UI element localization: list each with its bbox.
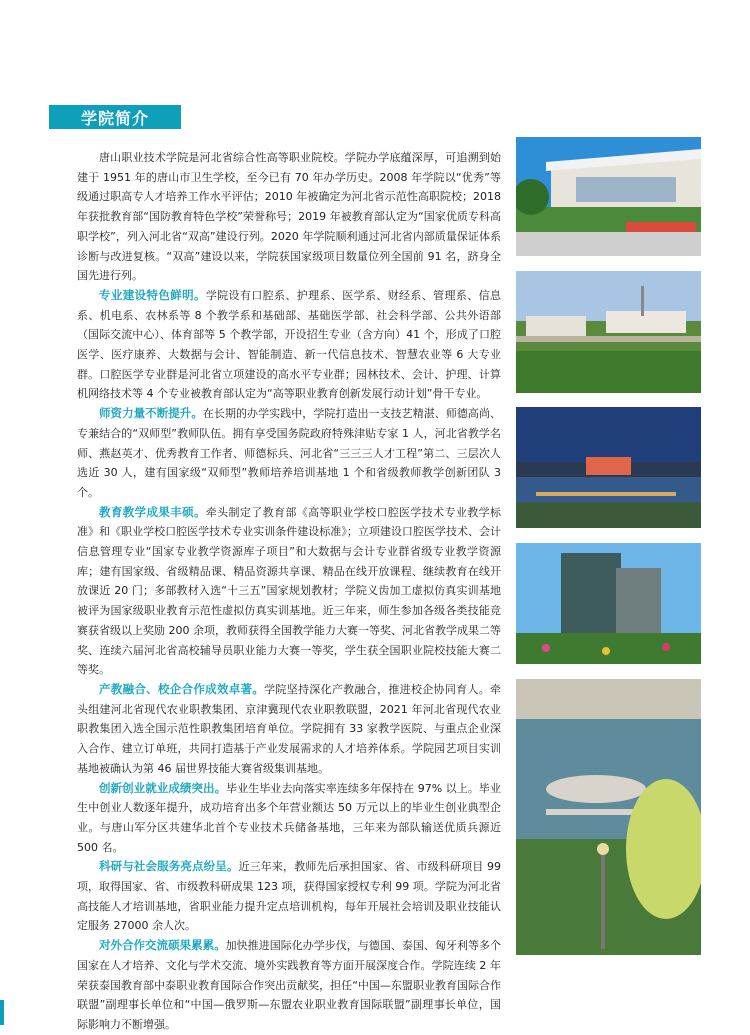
paragraph-lead: 产教融合、校企合作成效卓著。 xyxy=(99,681,265,696)
paragraph xyxy=(77,503,501,680)
paragraph-body: 唐山职业技术学院是河北省综合性高等职业院校。学院办学底蕴深厚，可追溯到始建于 1951 年的唐山市卫生学校，至今已有 70 年办学历史。2008 年学院以“优秀”等级通过职高专人才培养工作水平评估；2010 年被确定为河北省示范性高职院校；2018 年获批教育部“国防教育特色学校”荣誉称号；2019 年被教育部认定为“国家优质专科高职学校”，列入河北省“双高”建设行列。2020 年学院顺利通过河北省内部质量保证体系诊断与改进复核。“双高”建设以来，学院获国家级项目数量位列全国前 91 名，跻身全国先进行列。 xyxy=(77,151,501,283)
paragraph-lead: 对外合作交流硕果累累。 xyxy=(99,938,226,953)
paragraph-body: 学院坚持深化产教融合，推进校企协同育人。牵头组建河北省现代农业职教集团、京津冀现代农业职教联盟，2021 年河北省现代农业职教集团入选全国示范性职教集团培育单位。学院拥有 33 家教学医院、与重点企业深入合作、建立订单班，共同打造基于产业发展需求的人才培养体系。学院园艺项目实训基地被确认为第 46 届世界技能大赛省级集训基地。 xyxy=(77,682,502,775)
paragraph-body: 牵头制定了教育部《高等职业学校口腔医学技术专业教学标准》和《职业学校口腔医学技术专业实训条件建设标准》；立项建设口腔医学技术、会计信息管理专业“国家专业教学资源库子项目”和大数据与会计专业群省级专业教学资源库；建有国家级、省级精品课、精品资源共享课、精品在线开放课程、继续教育在线开放课近 20 门；多部教材入选“十三五”国家规划教材；学院义齿加工虚拟仿真实训基地被评为国家级职业教育示范性虚拟仿真实训基地。近三年来，师生参加各级各类技能竞赛获省级以上奖励 200 余项，教师获得全国教学能力大赛一等奖、河北省教学成果二等奖、连续六届河北省高校辅导员职业能力大赛一等奖，学生获全国职业院校技能大赛二等奖。 xyxy=(77,505,502,677)
campus-lake-night-photo xyxy=(516,407,701,528)
campus-gate-photo xyxy=(516,137,701,256)
paragraph-body: 毕业生毕业去向落实率连续多年保持在 97% 以上。毕业生中创业人数逐年提升，成功培育出多个年营业额达 50 万元以上的毕业生创业典型企业。与唐山军分区共建华北首个专业技术兵储备基地，三年来为部队输送优质兵源近 500 名。 xyxy=(77,781,501,854)
paragraph-body: 近三年来，教师先后承担国家、省、市级科研项目 99 项，取得国家、省、市级教科研成果 123 项，获得国家授权专利 99 项。学院为河北省高技能人才培训基地，省职业能力提升定点培训机构，每年开展社会培训及职业技能认定服务 27000 余人次。 xyxy=(77,860,501,933)
paragraph xyxy=(77,404,501,503)
campus-garden-pavilion-photo xyxy=(516,679,701,955)
intro-text xyxy=(77,148,501,1035)
paragraph xyxy=(77,148,501,286)
paragraph-body: 在长期的办学实践中，学院打造出一支技艺精湛、师德高尚、专兼结合的“双师型”教师队伍。拥有享受国务院政府特殊津贴专家 1 人，河北省教学名师、燕赵英才、优秀教育工作者、师德标兵、河北省“三三三人才工程”第二、三层次人选近 30 人，建有国家级“双师型”教师培养培训基地 1 个和省级教师教学创新团队 3 个。 xyxy=(77,407,502,499)
paragraph-lead: 师资力量不断提升。 xyxy=(99,406,203,421)
section-title: 学院简介 xyxy=(49,105,181,129)
page-edge-marker xyxy=(0,1000,4,1025)
paragraph xyxy=(77,286,501,404)
paragraph xyxy=(77,680,501,779)
paragraph-body: 加快推进国际化办学步伐，与德国、泰国、匈牙利等多个国家在人才培养、文化与学术交流、境外实践教育等方面开展深度合作。学院连续 2 年荣获泰国教育部中泰职业教育国际合作突出贡献奖，担任“中国—东盟职业教育国际合作联盟”副理事长单位和“中国—俄罗斯—东盟农业职业教育国际联盟”副理事长单位，国际影响力不断增强。 xyxy=(77,939,501,1031)
paragraph-body: 学院设有口腔系、护理系、医学系、财经系、管理系、信息系、机电系、农林系等 8 个教学系和基础部、基础医学部、社会科学部、公共外语部（国际交流中心）、体育部等 5 个教学部，开设招生专业（含方向）41 个，形成了口腔医学、医疗康养、大数据与会计、智能制造、新一代信息技术、智慧农业等 6 大专业群。口腔医学专业群是河北省立项建设的高水平专业群；园林技术、会计、护理、计算机网络技术等 4 个专业被教育部认定为“高等职业教育创新发展行动计划”骨干专业。 xyxy=(77,288,502,401)
paragraph xyxy=(77,857,501,936)
paragraph-lead: 科研与社会服务亮点纷呈。 xyxy=(99,859,239,874)
paragraph-lead: 教育教学成果丰硕。 xyxy=(99,504,206,519)
campus-building-flowers-photo xyxy=(516,543,701,664)
paragraph-lead: 专业建设特色鲜明。 xyxy=(99,287,206,302)
paragraph xyxy=(77,779,501,858)
campus-aerial-photo xyxy=(516,271,701,393)
paragraph xyxy=(77,936,501,1035)
paragraph-lead: 创新创业就业成绩突出。 xyxy=(99,780,227,795)
